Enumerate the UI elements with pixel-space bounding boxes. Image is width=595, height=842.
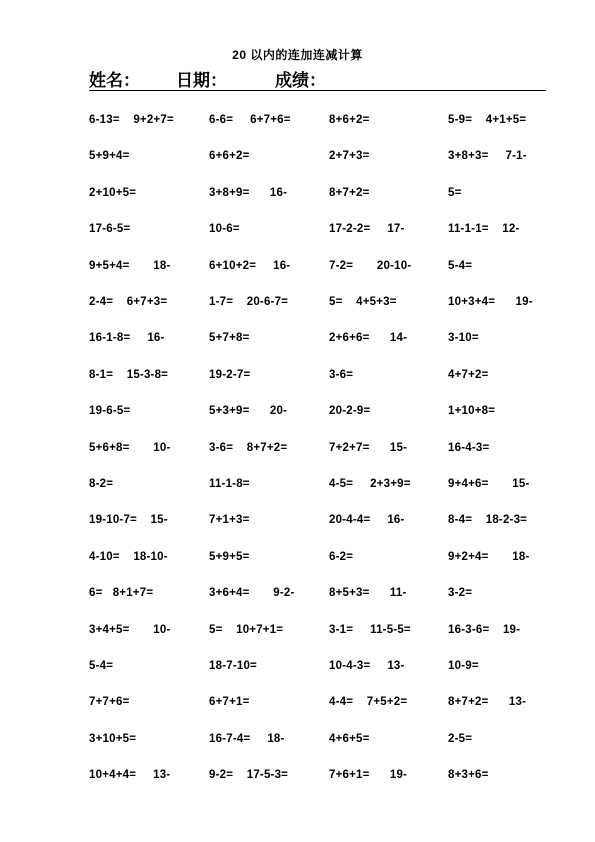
problem-line: 8+7+2= 13- [448,696,527,709]
problem-line: 7-2= 20-10- [329,259,412,272]
problem-line: 6+7+1= [209,696,250,709]
problem-line: 11-1-1= 12- [448,223,520,236]
problem-line: 19-2-7= [209,368,251,381]
problem-line: 9+4+6= 15- [448,478,530,490]
problem-line: 3-2= [448,587,473,600]
problem-line: 4-10= 18-10- [89,550,168,563]
problem-line: 3+6+4= 9-2- [209,587,295,600]
worksheet-title: 20 以内的连加连减计算 [232,48,363,62]
problem-line: 9+5+4= 18- [89,259,171,272]
date-blank[interactable] [227,73,275,91]
problem-line: 16-3-6= 19- [448,623,521,636]
problem-line: 8+3+6= [448,769,489,782]
problem-line: 8+6+2= [329,114,370,126]
problem-line: 19-10-7= 15- [89,514,168,527]
problem-line: 7+2+7= 15- [329,441,408,454]
problem-line: 6-13= 9+2+7= [89,114,174,126]
problem-line: 5+7+8= [209,332,250,345]
problem-line: 6-2= [329,550,354,563]
problem-line: 2+10+5= [89,186,137,199]
problem-line: 17-6-5= [89,223,131,236]
problem-line: 2-5= [448,732,473,745]
problem-line: 10+4+4= 13- [89,769,171,782]
problem-line: 3-6= 8+7+2= [209,441,288,454]
problem-line: 5-9= 4+1+5= [448,114,527,126]
name-blank[interactable] [140,73,176,91]
problem-line: 8+5+3= 11- [329,587,407,600]
problem-line: 8-2= [89,478,114,490]
score-label: 成绩： [275,71,326,90]
problem-line: 6-6= 6+7+6= [209,114,291,126]
problem-line: 5+9+5= [209,550,250,563]
score-blank[interactable] [326,73,384,91]
header-divider [89,90,546,91]
problem-line: 3-6= [329,368,354,381]
problem-line: 2+7+3= [329,150,370,163]
problem-line: 7+7+6= [89,696,130,709]
problem-line: 5-4= [448,259,473,272]
problem-line: 19-6-5= [89,405,131,418]
problem-line: 16-4-3= [448,441,490,454]
problem-line: 3-10= [448,332,479,345]
problem-line: 3+8+9= 16- [209,186,288,199]
problem-line: 18-7-10= [209,660,257,672]
date-label: 日期： [176,71,227,90]
problem-line: 3+4+5= 10- [89,623,171,636]
problem-line: 10-4-3= 13- [329,660,405,672]
problem-line: 8-4= 18-2-3= [448,514,528,527]
problem-line: 10+3+4= 19- [448,296,533,308]
problem-line: 9+2+4= 18- [448,550,530,563]
problem-line: 7+6+1= 19- [329,769,408,782]
problem-line: 2+6+6= 14- [329,332,408,345]
problem-line: 8-1= 15-3-8= [89,368,169,381]
problem-line: 5+9+4= [89,150,130,163]
problem-line: 3+10+5= [89,732,137,745]
problem-line: 10-9= [448,660,479,672]
problem-line: 6= 8+1+7= [89,587,154,600]
problem-line: 6+10+2= 16- [209,259,291,272]
problem-line: 5+3+9= 20- [209,405,288,418]
problem-line: 7+1+3= [209,514,250,527]
problem-line: 5= 4+5+3= [329,296,397,308]
problem-line: 8+7+2= [329,186,370,199]
problem-line: 20-4-4= 16- [329,514,405,527]
problem-line: 1-7= 20-6-7= [209,296,289,308]
problem-line: 3-1= 11-5-5= [329,623,411,636]
problem-line: 5= 10+7+1= [209,623,284,636]
name-label: 姓名： [89,71,140,90]
problem-line: 9-2= 17-5-3= [209,769,289,782]
problem-line: 11-1-8= [209,478,250,490]
problem-line: 4+7+2= [448,368,489,381]
problem-line: 5-4= [89,660,114,672]
problem-line: 3+8+3= 7-1- [448,150,527,163]
problem-line: 5= [448,186,462,199]
problem-line: 4-5= 2+3+9= [329,478,411,490]
problem-line: 1+10+8= [448,405,496,418]
problem-line: 16-7-4= 18- [209,732,285,745]
problem-line: 20-2-9= [329,405,371,418]
student-info-header [89,66,384,91]
problem-line: 4+6+5= [329,732,370,745]
problem-line: 4-4= 7+5+2= [329,696,408,709]
problem-line: 2-4= 6+7+3= [89,296,168,308]
problem-line: 17-2-2= 17- [329,223,405,236]
problem-line: 16-1-8= 16- [89,332,165,345]
problem-line: 6+6+2= [209,150,250,163]
problem-line: 5+6+8= 10- [89,441,171,454]
problem-line: 10-6= [209,223,240,236]
